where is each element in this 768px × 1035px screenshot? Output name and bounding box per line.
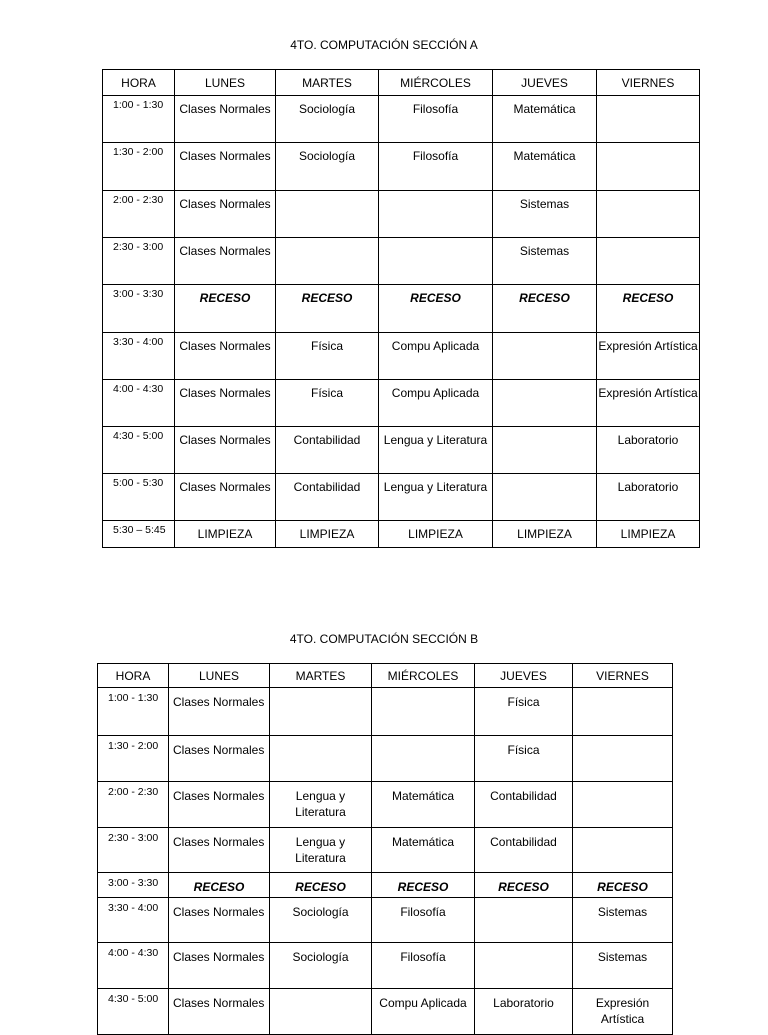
- class-cell: [493, 427, 597, 474]
- table-row: [98, 688, 673, 736]
- recess-cell: RECESO: [597, 285, 700, 333]
- table-row: [103, 238, 700, 285]
- header-lunes: LUNES: [169, 664, 270, 688]
- recess-cell: RECESO: [573, 873, 673, 898]
- time-slot: 1:30 - 2:00: [98, 736, 169, 782]
- class-cell: Contabilidad: [276, 427, 379, 474]
- class-cell: Física: [475, 688, 573, 736]
- header-row: [103, 70, 700, 96]
- class-cell: [270, 688, 372, 736]
- class-cell: Física: [276, 333, 379, 380]
- header-martes: MARTES: [270, 664, 372, 688]
- class-cell: [270, 989, 372, 1035]
- header-miercoles: MIÉRCOLES: [372, 664, 475, 688]
- cleaning-cell: LIMPIEZA: [175, 521, 276, 548]
- class-cell: Matemática: [372, 828, 475, 873]
- class-cell: [379, 238, 493, 285]
- class-cell: [475, 898, 573, 943]
- time-slot: 3:30 - 4:00: [103, 333, 175, 380]
- class-cell: Sociología: [276, 143, 379, 191]
- time-slot: 4:30 - 5:00: [98, 989, 169, 1035]
- table-row: [103, 474, 700, 521]
- class-cell: Lengua y Literatura: [270, 828, 372, 873]
- class-cell: Lengua y Literatura: [270, 782, 372, 828]
- header-viernes: VIERNES: [573, 664, 673, 688]
- class-cell: Filosofía: [372, 898, 475, 943]
- class-cell: Clases Normales: [169, 943, 270, 989]
- class-cell: [573, 782, 673, 828]
- class-cell: Laboratorio: [597, 427, 700, 474]
- class-cell: Compu Aplicada: [379, 333, 493, 380]
- time-slot: 1:00 - 1:30: [103, 96, 175, 143]
- time-slot: 3:00 - 3:30: [103, 285, 175, 333]
- class-cell: Física: [276, 380, 379, 427]
- time-slot: 4:00 - 4:30: [103, 380, 175, 427]
- class-cell: Matemática: [493, 143, 597, 191]
- class-cell: [573, 736, 673, 782]
- class-cell: [276, 191, 379, 238]
- class-cell: Clases Normales: [175, 474, 276, 521]
- header-lunes: LUNES: [175, 70, 276, 96]
- class-cell: Laboratorio: [597, 474, 700, 521]
- time-slot: 4:00 - 4:30: [98, 943, 169, 989]
- class-cell: Filosofía: [379, 96, 493, 143]
- time-slot: 2:30 - 3:00: [98, 828, 169, 873]
- header-jueves: JUEVES: [493, 70, 597, 96]
- header-jueves: JUEVES: [475, 664, 573, 688]
- table-row: [103, 96, 700, 143]
- cleaning-cell: LIMPIEZA: [276, 521, 379, 548]
- class-cell: [597, 238, 700, 285]
- class-cell: [597, 96, 700, 143]
- table-row: [103, 427, 700, 474]
- class-cell: [379, 191, 493, 238]
- class-cell: Lengua y Literatura: [379, 427, 493, 474]
- table-row: [103, 521, 700, 548]
- schedule-a-title: 4TO. COMPUTACIÓN SECCIÓN A: [290, 38, 478, 52]
- class-cell: [573, 688, 673, 736]
- time-slot: 3:30 - 4:00: [98, 898, 169, 943]
- class-cell: [573, 828, 673, 873]
- class-cell: [372, 688, 475, 736]
- cleaning-cell: LIMPIEZA: [379, 521, 493, 548]
- recess-cell: RECESO: [270, 873, 372, 898]
- class-cell: Clases Normales: [175, 191, 276, 238]
- table-row: [98, 828, 673, 873]
- class-cell: Física: [475, 736, 573, 782]
- header-row: [98, 664, 673, 688]
- class-cell: Filosofía: [379, 143, 493, 191]
- header-hora: HORA: [98, 664, 169, 688]
- class-cell: [493, 474, 597, 521]
- class-cell: Contabilidad: [475, 782, 573, 828]
- class-cell: Clases Normales: [169, 688, 270, 736]
- class-cell: Sociología: [270, 943, 372, 989]
- recess-cell: RECESO: [475, 873, 573, 898]
- class-cell: Clases Normales: [175, 143, 276, 191]
- recess-cell: RECESO: [276, 285, 379, 333]
- schedule-b-title: 4TO. COMPUTACIÓN SECCIÓN B: [289, 632, 479, 646]
- time-slot: 2:00 - 2:30: [103, 191, 175, 238]
- table-row: [98, 989, 673, 1035]
- class-cell: Sistemas: [573, 943, 673, 989]
- class-cell: Clases Normales: [169, 898, 270, 943]
- time-slot: 1:30 - 2:00: [103, 143, 175, 191]
- recess-cell: RECESO: [379, 285, 493, 333]
- class-cell: Clases Normales: [175, 96, 276, 143]
- table-row: [98, 943, 673, 989]
- time-slot: 2:00 - 2:30: [98, 782, 169, 828]
- class-cell: Sistemas: [493, 238, 597, 285]
- class-cell: Clases Normales: [175, 427, 276, 474]
- class-cell: [276, 238, 379, 285]
- recess-cell: RECESO: [493, 285, 597, 333]
- class-cell: Clases Normales: [169, 989, 270, 1035]
- class-cell: Contabilidad: [276, 474, 379, 521]
- class-cell: Clases Normales: [175, 238, 276, 285]
- time-slot: 5:00 - 5:30: [103, 474, 175, 521]
- recess-cell: RECESO: [175, 285, 276, 333]
- table-row: [103, 143, 700, 191]
- class-cell: [372, 736, 475, 782]
- class-cell: [493, 380, 597, 427]
- class-cell: Sociología: [270, 898, 372, 943]
- class-cell: [270, 736, 372, 782]
- cleaning-cell: LIMPIEZA: [597, 521, 700, 548]
- class-cell: Compu Aplicada: [379, 380, 493, 427]
- class-cell: Laboratorio: [475, 989, 573, 1035]
- time-slot: 4:30 - 5:00: [103, 427, 175, 474]
- table-row: [103, 191, 700, 238]
- class-cell: Sistemas: [573, 898, 673, 943]
- class-cell: Contabilidad: [475, 828, 573, 873]
- class-cell: [597, 191, 700, 238]
- class-cell: [493, 333, 597, 380]
- class-cell: Clases Normales: [169, 736, 270, 782]
- class-cell: Expresión Artística: [597, 380, 700, 427]
- header-hora: HORA: [103, 70, 175, 96]
- table-row: [103, 333, 700, 380]
- class-cell: Expresión Artística: [597, 333, 700, 380]
- table-row: [98, 782, 673, 828]
- class-cell: Matemática: [493, 96, 597, 143]
- table-row: [98, 898, 673, 943]
- time-slot: 5:30 – 5:45: [103, 521, 175, 548]
- class-cell: Expresión Artística: [573, 989, 673, 1035]
- class-cell: Clases Normales: [175, 380, 276, 427]
- class-cell: [475, 943, 573, 989]
- time-slot: 1:00 - 1:30: [98, 688, 169, 736]
- class-cell: Sociología: [276, 96, 379, 143]
- header-martes: MARTES: [276, 70, 379, 96]
- class-cell: Clases Normales: [175, 333, 276, 380]
- header-viernes: VIERNES: [597, 70, 700, 96]
- table-row: [98, 736, 673, 782]
- class-cell: Clases Normales: [169, 782, 270, 828]
- class-cell: Matemática: [372, 782, 475, 828]
- time-slot: 3:00 - 3:30: [98, 873, 169, 898]
- header-miercoles: MIÉRCOLES: [379, 70, 493, 96]
- class-cell: Lengua y Literatura: [379, 474, 493, 521]
- schedule-b-table: [97, 663, 673, 1035]
- class-cell: Clases Normales: [169, 828, 270, 873]
- table-row: [103, 285, 700, 333]
- recess-cell: RECESO: [169, 873, 270, 898]
- class-cell: Sistemas: [493, 191, 597, 238]
- time-slot: 2:30 - 3:00: [103, 238, 175, 285]
- class-cell: Filosofía: [372, 943, 475, 989]
- table-row: [98, 873, 673, 898]
- cleaning-cell: LIMPIEZA: [493, 521, 597, 548]
- schedule-a-table: [102, 69, 700, 548]
- recess-cell: RECESO: [372, 873, 475, 898]
- class-cell: Compu Aplicada: [372, 989, 475, 1035]
- class-cell: [597, 143, 700, 191]
- table-row: [103, 380, 700, 427]
